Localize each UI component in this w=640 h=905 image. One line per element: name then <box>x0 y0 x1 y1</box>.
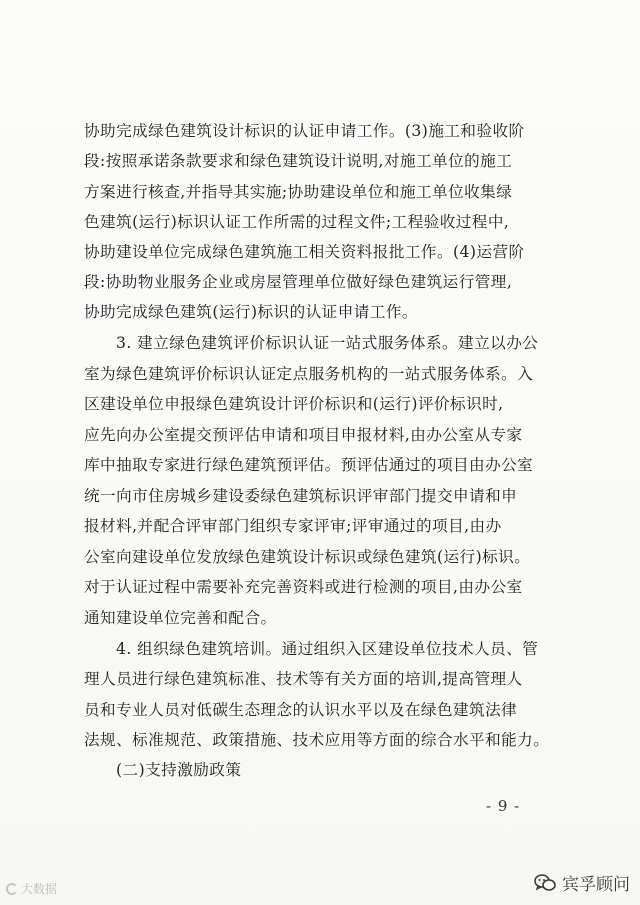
watermark-logo-icon <box>6 883 18 895</box>
text-line-6: 段:协助物业服务企业或房屋管理单位做好绿色建筑运行管理, <box>84 273 513 291</box>
text-line-3: 方案进行核查,并指导其实施;协助建设单位和施工单位收集绿 <box>84 183 513 201</box>
watermark-right-text: 宾孚顾问 <box>562 875 630 895</box>
text-line-10: 区建设单位申报绿色建筑设计评价标识和(运行)评价标识时, <box>84 395 504 413</box>
text-line-15: 公室向建设单位发放绿色建筑设计标识或绿色建筑(运行)标识。 <box>84 548 531 566</box>
text-line-14: 报材料,并配合评审部门组织专家评审;评审通过的项目,由办 <box>84 517 502 535</box>
text-line-20: 员和专业人员对低碳生态理念的认识水平以及在绿色建筑法律 <box>84 701 518 719</box>
wechat-icon <box>534 873 556 893</box>
text-line-17: 通知建设单位完善和配合。 <box>84 609 277 627</box>
text-line-11: 应先向办公室提交预评估申请和项目申报材料,由办公室从专家 <box>84 426 523 444</box>
watermark-right <box>534 870 630 895</box>
text-line-16: 对于认证过程中需要补充完善资料或进行检测的项目,由办公室 <box>84 578 523 596</box>
text-line-12: 库中抽取专家进行绿色建筑预评估。预评估通过的项目由办公室 <box>84 456 534 474</box>
text-line-8: 3. 建立绿色建筑评价标识认证一站式服务体系。建立以办公 <box>116 334 539 352</box>
text-line-9: 室为绿色建筑评价标识认证定点服务机构的一站式服务体系。入 <box>84 365 534 383</box>
watermark-left-text: 大数据 <box>21 882 58 896</box>
text-line-4: 色建筑(运行)标识认证工作所需的过程文件;工程验收过程中, <box>84 213 510 231</box>
section-heading: (二)支持激励政策 <box>116 761 242 779</box>
text-line-1: 协助完成绿色建筑设计标识的认证申请工作。(3)施工和验收阶 <box>84 122 525 140</box>
watermark-left <box>6 880 57 897</box>
text-line-7: 协助完成绿色建筑(运行)标识的认证申请工作。 <box>84 303 418 321</box>
text-line-19: 理人员进行绿色建筑标准、技术等有关方面的培训,提高管理人 <box>84 670 523 688</box>
text-line-18: 4. 组织绿色建筑培训。通过组织入区建设单位技术人员、管 <box>116 640 539 658</box>
text-line-13: 统一向市住房城乡建设委绿色建筑标识评审部门提交申请和申 <box>84 487 518 505</box>
text-line-2: 段:按照承诺条款要求和绿色建筑设计说明,对施工单位的施工 <box>84 152 513 170</box>
text-line-21: 法规、标准规范、政策措施、技术应用等方面的综合水平和能力。 <box>84 731 550 749</box>
page-number: - 9 - <box>486 797 521 815</box>
text-line-5: 协助建设单位完成绿色建筑施工相关资料报批工作。(4)运营阶 <box>84 243 525 261</box>
